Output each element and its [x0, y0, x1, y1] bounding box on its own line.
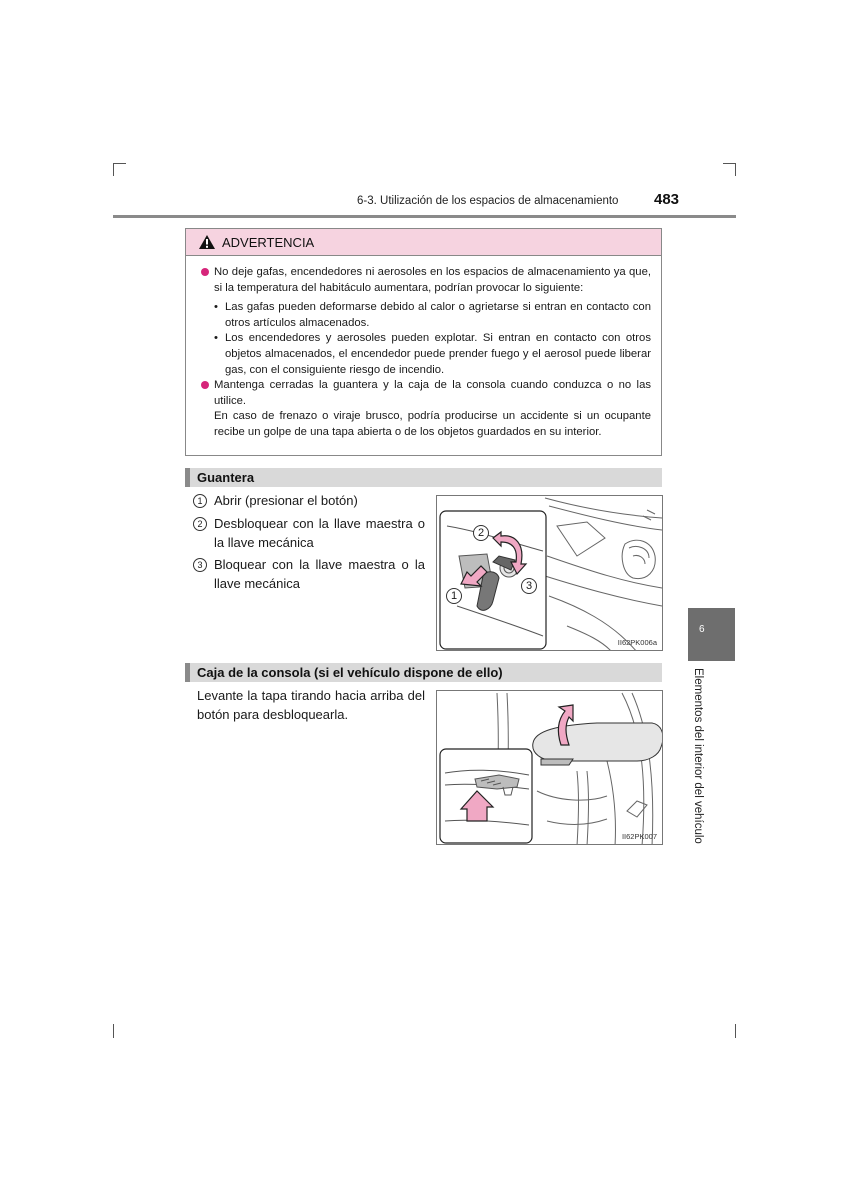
callout-number: 2 [473, 525, 489, 541]
console-illustration [436, 690, 663, 845]
section-header-console [185, 663, 662, 682]
glovebox-drawing [437, 496, 663, 651]
bullet-dot-icon [201, 268, 209, 276]
step-number: 2 [193, 517, 207, 531]
warning-triangle-icon [198, 234, 216, 250]
chapter-tab [688, 608, 735, 661]
section-header-title: Guantera [197, 470, 255, 485]
step-item [193, 555, 425, 593]
section-header-glovebox [185, 468, 662, 487]
warning-body [201, 265, 651, 441]
warning-item [201, 378, 651, 409]
step-text: Abrir (presionar el botón) [214, 493, 358, 508]
crop-mark-bottom-right [735, 1024, 736, 1038]
step-number: 1 [193, 494, 207, 508]
crop-mark-top-right-v [735, 163, 736, 176]
section-title: 6-3. Utilización de los espacios de almacenamiento [357, 195, 619, 207]
section-header-title: Caja de la consola (si el vehículo dispone de ello) [197, 665, 503, 680]
step-number: 3 [193, 558, 207, 572]
crop-mark-top-left-v [113, 163, 114, 176]
warning-header [186, 229, 661, 256]
warning-item [201, 265, 651, 296]
warning-item-text: No deje gafas, encendedores ni aerosoles en los espacios de almacenamiento ya que, si la temperatura del habitáculo aumentara, podrían provocar lo siguiente: [214, 266, 651, 294]
bullet-dot-icon [201, 381, 209, 389]
step-item [193, 514, 425, 552]
console-drawing [437, 691, 663, 845]
warning-item-text: Mantenga cerradas la guantera y la caja de la consola cuando conduzca o no las utilice. [214, 379, 651, 407]
step-text: Bloquear con la llave maestra o la llave mecánica [214, 557, 425, 591]
warning-title: ADVERTENCIA [222, 234, 315, 250]
chapter-tab-number: 6 [699, 624, 705, 635]
bullet-icon: • [214, 301, 218, 314]
warning-item-extra [201, 409, 651, 440]
callout-number: 1 [446, 588, 462, 604]
page-number: 483 [654, 191, 680, 208]
console-instructions: Levante la tapa tirando hacia arriba del botón para desbloquearla. [197, 688, 425, 722]
figure-code: II62PK007 [621, 832, 657, 841]
callout-number: 3 [521, 578, 537, 594]
warning-subitem [201, 331, 651, 378]
warning-subitem-text: Las gafas pueden deformarse debido al calor o agrietarse si entran en contacto con otros artículos almacenados. [225, 301, 651, 329]
step-item [193, 491, 425, 510]
figure-code: II62PK006a [617, 638, 657, 647]
step-text: Desbloquear con la llave maestra o la llave mecánica [214, 516, 425, 550]
warning-box [185, 228, 662, 456]
crop-mark-top-left-h [113, 163, 126, 164]
warning-subitem [201, 300, 651, 331]
warning-subitem-text: Los encendedores y aerosoles pueden explotar. Si entran en contacto con otros objetos almacenados, el encendedor puede prender fuego y el aerosol puede liberar gas, con el consiguiente riesgo de incendio. [225, 332, 651, 376]
glovebox-illustration [436, 495, 663, 651]
crop-mark-bottom-left [113, 1024, 114, 1038]
bullet-icon: • [214, 332, 218, 345]
warning-item-extra-text: En caso de frenazo o viraje brusco, podría producirse un accidente si un ocupante recibe un golpe de una tapa abierta o de los objetos guardados en su interior. [214, 410, 651, 438]
header-rule [113, 215, 736, 218]
chapter-tab-label: Elementos del interior del vehículo [692, 668, 704, 844]
